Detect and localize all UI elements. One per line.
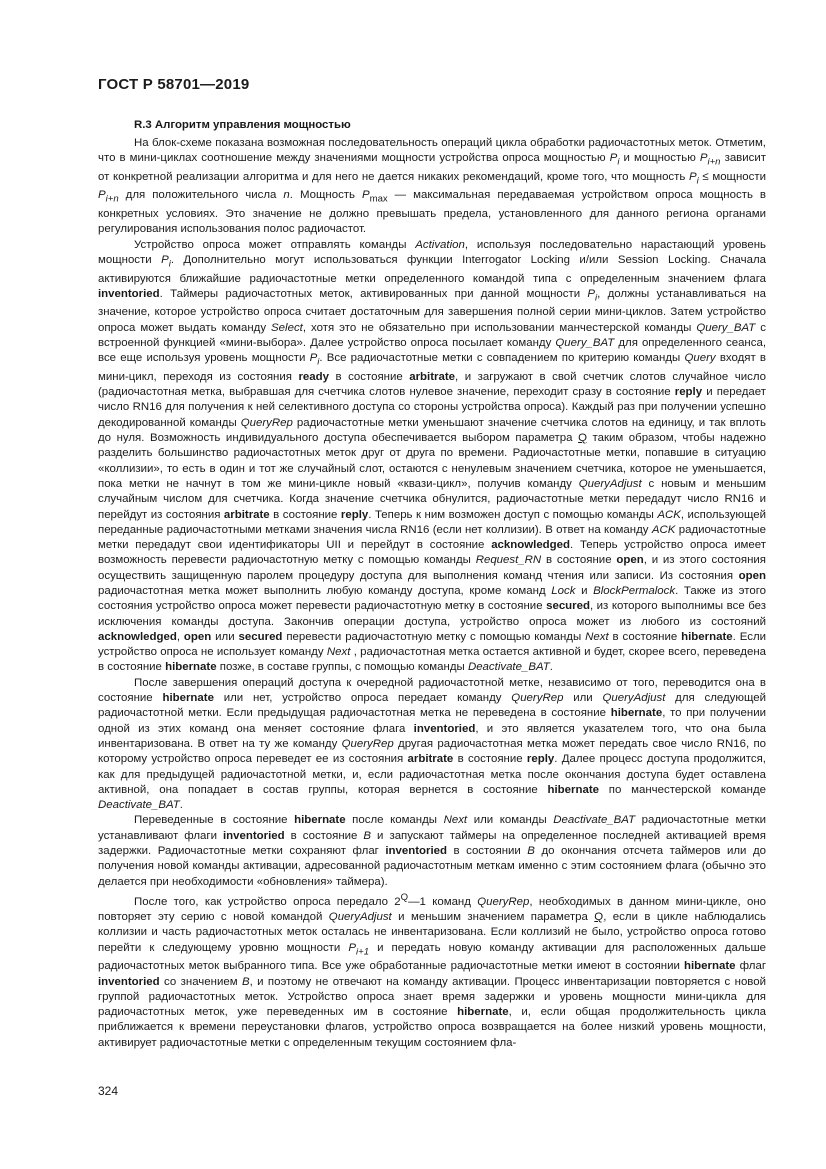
paragraph-5: После того, как устройство опроса передало $2^Q—1$ команд QueryRep, необходимых в данном мини-цикле, оно повторяет эту серию с новой командой QueryAdjust и меньшим значением параметра Q, если в цикле наблюдались коллизии и часть радиочастотных меток осталась не инвентаризована. Если коллизий не было, устройство опроса готово перейти к следующему уровню мощности $P_{i+1}$ и передать новую команду активации для расположенных дальше радиочастотных меток выбранного типа. Все уже обработанные радиочастотные метки имеют в состоянии hibernate флаг inventoried со значением B, и поэтому не отвечают на команду активации. Процесс инвентаризации повторяется с новой группой радиочастотных меток. Устройство опроса знает время задержки и уровень мощности мини-цикла для радиочастотных меток, уже переведенных им в состояние hibernate, и, если общая продолжительность цикла приближается к времени переустановки флагов, устройство опроса возвращается на более низкий уровень мощности, активирует радиочастотные метки с определенным текущим состоянием фла-	[98, 891, 766, 1049]
paragraph-1: На блок-схеме показана возможная последовательность операций цикла обработки радиочастотных меток. Отметим, что в мини-циклах соотношение между значениями мощности устройства опроса мощностью $P_i$ и мощностью $P_{i+n}$ зависит от конкретной реализации алгоритма и для него не дается никаких рекомендаций, кроме того, что мощность $P_i$ ≤ мощности $P_{i+n}$ для положительного числа n. Мощность $P_{max}$ — максимальная передаваемая устройством опроса мощность в конкретных условиях. Это значение не должно превышать предела, установленного для данного региона органами регулирования использования полос радиочастот.	[98, 137, 766, 236]
section-title: R.3 Алгоритм управления мощностью	[134, 119, 351, 131]
paragraph-4: Переведенные в состояние hibernate после команды Next или команды Deactivate_BAT радиочастотные метки устанавливают флаги inventoried в состояние B и запускают таймеры на определенное последней активацией время задержки. Радиочастотные метки сохраняют флаг inventoried в состоянии B до окончания отсчета таймеров или до получения новой команды активации, адресованной радиочастотным меткам именно с этим состоянием флага (обычно это делается при необходимости «обновления» таймера).	[98, 814, 766, 888]
page-content	[98, 117, 766, 1051]
document-header: ГОСТ Р 58701—2019	[98, 76, 250, 93]
page-number: 324	[98, 1084, 119, 1098]
paragraph-3: После завершения операций доступа к очередной радиочастотной метке, независимо от того, переводится она в состояние hibernate или нет, устройство опроса передает команду QueryRep или QueryAdjust для следующей радиочастотной метки. Если предыдущая радиочастотная метка не переведена в состояние hibernate, то при получении одной из этих команд она меняет состояние флага inventoried, и это является указателем того, что она была инвентаризована. В ответ на ту же команду QueryRep другая радиочастотная метка может передать свое число RN16, по которому устройство опроса переведет ее из состояния arbitrate в состояние reply. Далее процесс доступа продолжится, как для предыдущей радиочастотной метки, и, если радиочастотная метка после окончания доступа будет оставлена активной, она попадает в состав группы, которая вернется в состояние hibernate по манчестерской команде Deactivate_BAT.	[98, 676, 766, 812]
paragraph-2: Устройство опроса может отправлять команды Activation, используя последовательно нарастающий уровень мощности $P_i$. Дополнительно могут использоваться функции Interrogator Locking и/или Session Locking. Сначала активируются ближайшие радиочастотные метки определенного командой типа с определенным значением флага inventoried. Таймеры радиочастотных меток, активированных при данной мощности $P_i$, должны устанавливаться на значение, которое устройство опроса считает достаточным для завершения полной серии мини-циклов. Затем устройство опроса может выдать команду Select, хотя это не обязательно при использовании манчестерской команды Query_BAT с встроенной функцией «мини-выбора». Далее устройство опроса посылает команду Query_BAT для определенного сеанса, все еще используя уровень мощности $P_i$. Все радиочастотные метки с совпадением по критерию команды Query входят в мини-цикл, переходя из состояния ready в состояние arbitrate, и загружают в свой счетчик слотов случайное число (радиочастотная метка, выбравшая для счетчика слотов нулевое значение, переходит сразу в состояние reply и передает число RN16 для получения к ней селективного доступа со стороны устройства опроса). Каждый раз при получении успешно декодированной команды QueryRep радиочастотные метки уменьшают значение счетчика слотов на единицу, и так вплоть до нуля. Возможность индивидуального доступа обеспечивается выбором параметра Q таким образом, чтобы надежно разделить большинство радиочастотных меток друг от друга по времени. Радиочастотные метки, попавшие в ситуацию «коллизии», то есть в один и тот же случайный слот, остаются с ненулевым значением счетчика, которое не уменьшается, пока метки не начнут в том же мини-цикле новый «квази-цикл», получив команду QueryAdjust с новым и меньшим случайным числом для счетчика. Когда значение счетчика обнулится, радиочастотные метки передадут число RN16 и перейдут из состояния arbitrate в состояние reply. Теперь к ним возможен доступ с помощью команды ACK, использующей переданные радиочастотными метками значения числа RN16 (если нет коллизии). В ответ на команду ACK радиочастотные метки передадут свои идентификаторы UII и перейдут в состояние acknowledged. Теперь устройство опроса имеет возможность перевести радиочастотную метку с помощью команды Request_RN в состояние open, и из этого состояния осуществить защищенную паролем процедуру доступа для выполнения команд чтения или записи. Из состояния open радиочастотная метка может выполнить любую команду доступа, кроме команд Lock и BlockPermalock. Также из этого состояния устройство опроса может перевести радиочастотную метку в состояние secured, из которого выполнимы все без исключения команды доступа. Закончив операции доступа, устройство опроса может из любого из состояний acknowledged, open или secured перевести радиочастотную метку с помощью команды Next в состояние hibernate. Если устройство опроса не использует команду Next , радиочастотная метка остается активной и будет, скорее всего, переведена в состояние hibernate позже, в составе группы, с помощью команды Deactivate_BAT.	[98, 238, 767, 674]
